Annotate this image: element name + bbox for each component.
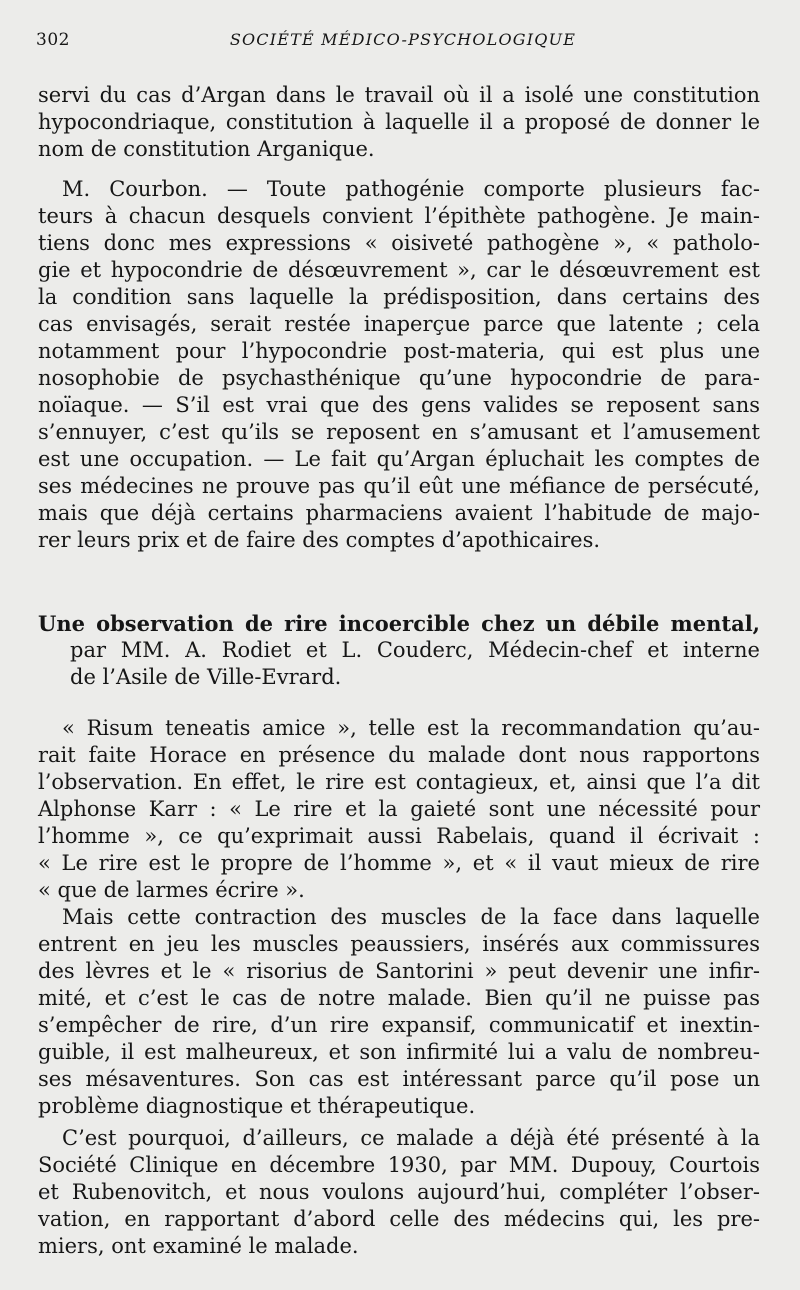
text-line: servi du cas d’Argan dans le travail où il a isolé une constitution	[38, 83, 760, 107]
text-line: mité, et c’est le cas de notre malade. Bien qu’il ne puisse pas	[38, 986, 760, 1010]
text-line: Alphonse Karr : « Le rire et la gaieté sont une nécessité pour	[38, 797, 760, 821]
text-line: « Risum teneatis amice », telle est la recommandation qu’au-	[62, 716, 760, 740]
text-line: M. Courbon. — Toute pathogénie comporte plusieurs fac-	[62, 177, 760, 201]
text-line: hypocondriaque, constitution à laquelle il a proposé de donner le	[38, 110, 760, 134]
text-line: cas envisagés, serait restée inaperçue parce que latente ; cela	[38, 312, 760, 336]
text-line: l’homme », ce qu’exprimait aussi Rabelais, quand il écrivait :	[38, 824, 760, 848]
running-title: SOCIÉTÉ MÉDICO-PSYCHOLOGIQUE	[229, 30, 577, 49]
text-line: l’observation. En effet, le rire est contagieux, et, ainsi que l’a dit	[38, 770, 760, 794]
text-line: des lèvres et le « risorius de Santorini » peut devenir une infir-	[38, 959, 760, 983]
text-line: par MM. A. Rodiet et L. Couderc, Médecin-chef et interne	[70, 638, 760, 662]
text-line: nom de constitution Arganique.	[38, 137, 375, 161]
text-line: Mais cette contraction des muscles de la face dans laquelle	[62, 905, 760, 929]
text-line: problème diagnostique et thérapeutique.	[38, 1094, 476, 1118]
text-line: teurs à chacun desquels convient l’épithète pathogène. Je main-	[38, 204, 760, 228]
text-line: de l’Asile de Ville-Evrard.	[70, 665, 342, 689]
text-line: miers, ont examiné le malade.	[38, 1234, 359, 1258]
text-line: et Rubenovitch, et nous voulons aujourd’hui, compléter l’obser-	[38, 1180, 760, 1204]
text-line: C’est pourquoi, d’ailleurs, ce malade a déjà été présenté à la	[62, 1126, 760, 1150]
text-line: s’ennuyer, c’est qu’ils se reposent en s’amusant et l’amusement	[38, 420, 760, 444]
text-line: gie et hypocondrie de désœuvrement », car le désœuvrement est	[38, 258, 760, 282]
text-line: ses mésaventures. Son cas est intéressant parce qu’il pose un	[38, 1067, 760, 1091]
text-line: « que de larmes écrire ».	[38, 878, 305, 902]
page-header	[36, 30, 770, 54]
text-line: Une observation de rire incoercible chez un débile mental,	[38, 611, 760, 636]
text-line: mais que déjà certains pharmaciens avaient l’habitude de majo-	[38, 501, 760, 525]
text-line: tiens donc mes expressions « oisiveté pathogène », « patholo-	[38, 231, 760, 255]
text-line: notamment pour l’hypocondrie post-materia, qui est plus une	[38, 339, 760, 363]
page-number: 302	[36, 30, 70, 50]
text-line: ses médecines ne prouve pas qu’il eût une méfiance de persécuté,	[38, 474, 760, 498]
text-line: « Le rire est le propre de l’homme », et « il vaut mieux de rire	[38, 851, 760, 875]
text-line: est une occupation. — Le fait qu’Argan épluchait les comptes de	[38, 447, 760, 471]
text-line: rer leurs prix et de faire des comptes d’apothicaires.	[38, 528, 601, 552]
text-line: rait faite Horace en présence du malade dont nous rapportons	[38, 743, 760, 767]
text-line: vation, en rapportant d’abord celle des médecins qui, les pre-	[38, 1207, 760, 1231]
text-line: noïaque. — S’il est vrai que des gens valides se reposent sans	[38, 393, 760, 417]
text-line: s’empêcher de rire, d’un rire expansif, communicatif et inextin-	[38, 1013, 760, 1037]
text-line: entrent en jeu les muscles peaussiers, insérés aux commissures	[38, 932, 760, 956]
text-line: la condition sans laquelle la prédisposition, dans certains des	[38, 285, 760, 309]
text-line: nosophobie de psychasthénique qu’une hypocondrie de para-	[38, 366, 760, 390]
text-line: Société Clinique en décembre 1930, par MM. Dupouy, Courtois	[38, 1153, 760, 1177]
text-line: guible, il est malheureux, et son infirmité lui a valu de nombreu-	[38, 1040, 760, 1064]
